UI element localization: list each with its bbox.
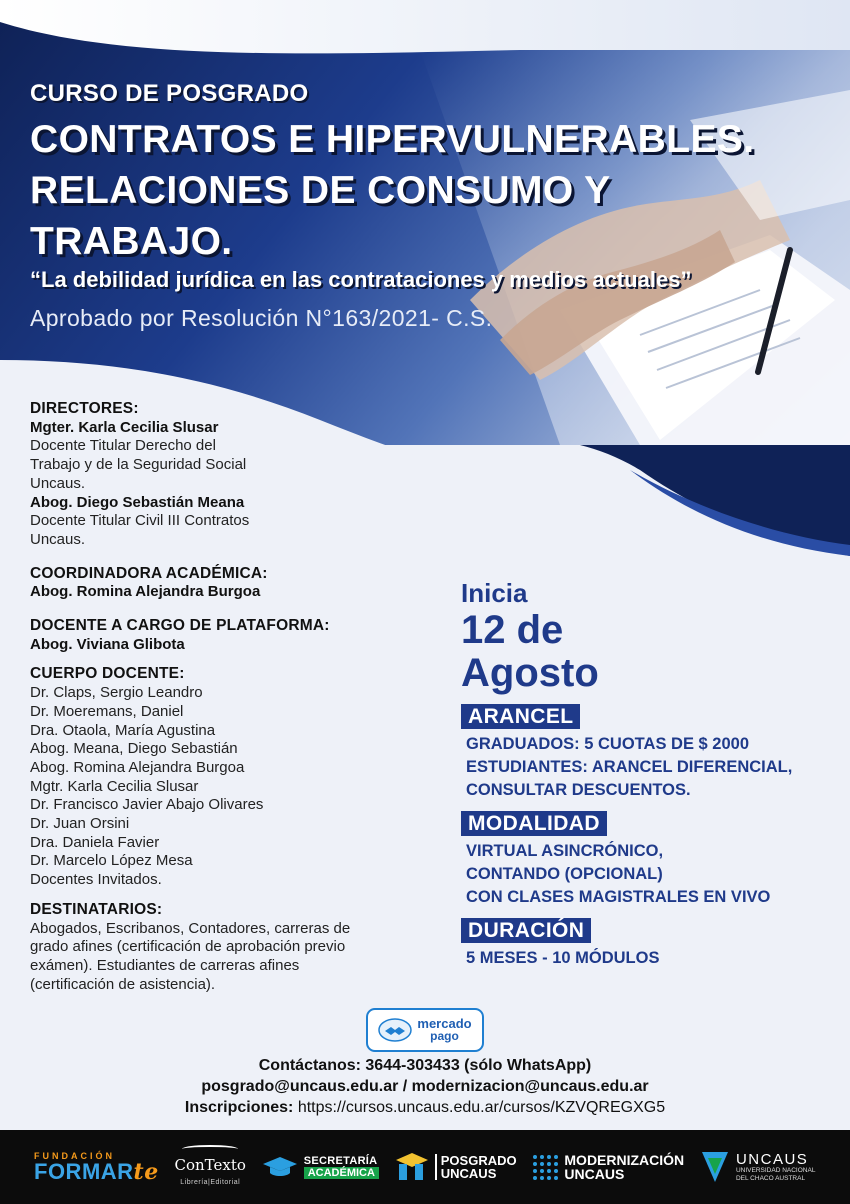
course-subtitle: “La debilidad jurídica en las contrataciones y medios actuales” <box>30 267 692 292</box>
faculty-member: Dr. Juan Orsini <box>30 815 130 833</box>
posgrado-text <box>435 1154 517 1180</box>
staff-column <box>30 400 430 994</box>
modernizacion-text <box>564 1153 684 1181</box>
secretaria-logo <box>262 1155 379 1179</box>
platform-heading: DOCENTE A CARGO DE PLATAFORMA: <box>30 617 330 635</box>
secretaria-line: SECRETARÍA <box>303 1155 378 1167</box>
signup-label: Inscripciones: <box>184 1099 294 1116</box>
audience-line: exámen). Estudiantes de carreras afines <box>30 956 300 974</box>
course-title-line: TRABAJO. <box>30 220 233 263</box>
fee-line: CONSULTAR DESCUENTOS. <box>466 781 691 799</box>
audience-line: (certificación de asistencia). <box>30 975 216 993</box>
uncaus-shield-icon <box>700 1150 730 1184</box>
director-role-line: Uncaus. <box>30 474 86 492</box>
course-details <box>461 578 841 970</box>
posgrado-line: UNCAUS <box>440 1166 497 1181</box>
signup-link[interactable]: https://cursos.uncaus.edu.ar/cursos/KZVQREGXG5 <box>297 1099 666 1116</box>
modality-section <box>461 811 841 909</box>
director-role-line: Docente Titular Derecho del <box>30 437 216 455</box>
course-title-line: RELACIONES DE CONSUMO Y <box>30 169 611 212</box>
header-text <box>30 80 830 332</box>
secretaria-line: ACADÉMICA <box>304 1167 379 1179</box>
uncaus-logo <box>700 1150 816 1184</box>
graduation-cap-icon <box>262 1156 298 1178</box>
fee-line: GRADUADOS: 5 CUOTAS DE $ 2000 <box>466 735 750 753</box>
modality-line: CON CLASES MAGISTRALES EN VIVO <box>466 888 771 906</box>
course-kicker: CURSO DE POSGRADO <box>30 80 309 107</box>
start-date-line: 12 de <box>461 608 564 652</box>
duration-details <box>466 947 841 970</box>
formarte-logo <box>34 1151 159 1183</box>
duration-line: 5 MESES - 10 MÓDULOS <box>466 949 660 967</box>
director-role-line: Docente Titular Civil III Contratos <box>30 512 250 530</box>
modernizacion-logo <box>532 1153 684 1181</box>
faculty-member: Mgtr. Karla Cecilia Slusar <box>30 777 199 795</box>
formarte-small: FUNDACIÓN <box>34 1151 115 1161</box>
modernizacion-line: UNCAUS <box>564 1166 625 1182</box>
platform-name: Abog. Viviana Glibota <box>30 635 185 653</box>
mercado-pago-line: pago <box>430 1029 459 1043</box>
start-date <box>461 609 841 695</box>
uncaus-sub: UNIVERSIDAD NACIONAL DEL CHACO AUSTRAL <box>735 1167 816 1182</box>
handshake-icon <box>378 1018 412 1042</box>
director-role-line: Uncaus. <box>30 530 86 548</box>
faculty-member: Abog. Meana, Diego Sebastián <box>30 740 238 758</box>
start-label: Inicia <box>461 578 528 608</box>
faculty-member: Dra. Otaola, María Agustina <box>30 721 216 739</box>
mercado-pago-line: mercado <box>417 1016 472 1031</box>
contexto-sub: Librería|Editorial <box>180 1179 241 1186</box>
contexto-arc-icon <box>182 1145 238 1153</box>
director-name: Mgter. Karla Cecilia Slusar <box>30 418 219 436</box>
modality-line: CONTANDO (OPCIONAL) <box>466 865 663 883</box>
coordinator-name: Abog. Romina Alejandra Burgoa <box>30 583 261 601</box>
posgrado-mark-icon <box>395 1152 429 1182</box>
duration-section <box>461 918 841 970</box>
faculty-member: Dr. Claps, Sergio Leandro <box>30 684 203 702</box>
fee-section <box>461 704 841 802</box>
faculty-member: Dra. Daniela Favier <box>30 833 160 851</box>
formarte-main: FORMAR <box>34 1159 134 1184</box>
contact-signup <box>0 1097 850 1118</box>
posgrado-line: POSGRADO <box>440 1153 517 1168</box>
start-date-line: Agosto <box>461 651 599 695</box>
posgrado-logo <box>395 1152 517 1182</box>
fee-tag: ARANCEL <box>461 704 580 729</box>
audience-line: Abogados, Escribanos, Contadores, carreras de <box>30 919 351 937</box>
contact-emails[interactable]: posgrado@uncaus.edu.ar / modernizacion@uncaus.edu.ar <box>201 1078 649 1095</box>
contact-info <box>0 1055 850 1118</box>
formarte-suffix: te <box>133 1159 159 1185</box>
uncaus-name: UNCAUS <box>735 1151 809 1168</box>
director-name: Abog. Diego Sebastián Meana <box>30 493 245 511</box>
directors-heading: DIRECTORES: <box>30 400 139 417</box>
faculty-member: Dr. Moeremans, Daniel <box>30 702 184 720</box>
audience-line: grado afines (certificación de aprobación previo <box>30 938 346 956</box>
contexto-logo <box>175 1145 246 1189</box>
faculty-member: Docentes Invitados. <box>30 871 162 889</box>
contexto-name: ConTexto <box>174 1156 246 1174</box>
formarte-big <box>34 1161 159 1183</box>
fee-line: ESTUDIANTES: ARANCEL DIFERENCIAL, <box>466 758 793 776</box>
modernizacion-line: MODERNIZACIÓN <box>564 1152 685 1168</box>
duration-tag: DURACIÓN <box>461 918 591 943</box>
contact-phone[interactable]: Contáctanos: 3644-303433 (sólo WhatsApp) <box>258 1057 592 1074</box>
director-role-line: Trabajo y de la Seguridad Social <box>30 456 247 474</box>
fee-details <box>466 733 841 802</box>
modality-tag: MODALIDAD <box>461 811 607 836</box>
mercado-pago-text <box>417 1017 471 1043</box>
dot-grid-icon <box>532 1154 558 1180</box>
faculty-heading: CUERPO DOCENTE: <box>30 665 185 683</box>
course-title-line: CONTRATOS E HIPERVULNERABLES. <box>30 118 755 161</box>
modality-details <box>466 840 841 909</box>
coordinator-heading: COORDINADORA ACADÉMICA: <box>30 564 268 582</box>
faculty-member: Abog. Romina Alejandra Burgoa <box>30 758 245 776</box>
faculty-member: Dr. Marcelo López Mesa <box>30 852 193 870</box>
faculty-member: Dr. Francisco Javier Abajo Olivares <box>30 796 264 814</box>
approval-resolution: Aprobado por Resolución N°163/2021- C.S. <box>30 305 493 331</box>
mercado-pago-badge[interactable] <box>366 1008 484 1052</box>
course-title <box>30 114 830 267</box>
audience-heading: DESTINATARIOS: <box>30 900 163 918</box>
modality-line: VIRTUAL ASINCRÓNICO, <box>466 842 664 860</box>
sponsor-footer <box>0 1130 850 1204</box>
